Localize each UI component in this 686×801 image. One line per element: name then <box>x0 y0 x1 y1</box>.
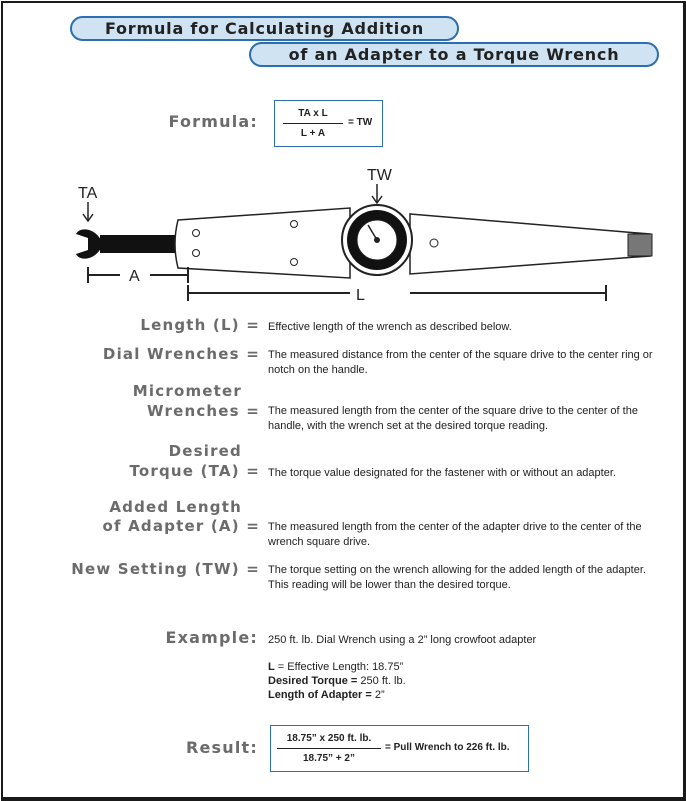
rivet <box>193 230 200 237</box>
definition-term-added-line1: Added Length <box>109 498 242 516</box>
result-answer: = Pull Wrench to 226 ft. lb. <box>385 742 510 753</box>
example-l-key: L <box>268 661 275 673</box>
example-adapter-length <box>268 689 385 701</box>
result-label: Result: <box>185 738 258 757</box>
result-numerator: 18.75” x 250 ft. lb. <box>286 733 372 744</box>
example-l-value: = Effective Length: 18.75” <box>274 661 404 673</box>
title-line-2: of an Adapter to a Torque Wrench <box>249 42 659 67</box>
definition-term-micrometer-line1: Micrometer <box>132 382 242 400</box>
handle-grip <box>628 234 652 256</box>
rivet <box>193 250 200 257</box>
example-torque-value: 250 ft. lb. <box>357 675 406 687</box>
torque-wrench-diagram <box>0 150 686 310</box>
definition-text-new-setting: The torque setting on the wrench allowing for the added length of the adapter. This reading will be lower than the desired torque. <box>268 564 646 591</box>
definition-term-length: Length (L) = <box>140 316 260 334</box>
rivet <box>291 259 298 266</box>
a-label: A <box>129 268 140 285</box>
formula-result: = TW <box>348 117 373 128</box>
definition-term-desired-line1: Desired <box>168 442 242 460</box>
definition-term-dial-wrenches: Dial Wrenches = <box>102 345 260 363</box>
result-fraction-bar <box>277 748 381 749</box>
definition-text-dial-wrenches: The measured distance from the center of the square drive to the center ring or notch on the handle. <box>268 349 653 376</box>
definition-text-micrometer: The measured length from the center of the square drive to the center of the handle, with the wrench set at the desired torque reading. <box>268 405 638 432</box>
formula-fraction-bar <box>283 123 343 124</box>
ta-label: TA <box>78 185 98 202</box>
definition-term-added-line2: of Adapter (A) = <box>102 517 260 535</box>
tw-label: TW <box>367 167 392 184</box>
rivet <box>430 239 438 247</box>
example-adapter-value: 2” <box>371 689 385 701</box>
example-label: Example: <box>165 628 258 647</box>
wrench-body <box>175 208 350 278</box>
rivet <box>291 221 298 228</box>
wrench-handle <box>410 214 650 274</box>
definition-text-added: The measured length from the center of the adapter drive to the center of the wrench square drive. <box>268 521 642 548</box>
example-text: 250 ft. lb. Dial Wrench using a 2” long crowfoot adapter <box>268 634 537 646</box>
definition-text-length: Effective length of the wrench as described below. <box>268 321 512 333</box>
adapter-bar <box>100 235 180 253</box>
result-box <box>270 725 529 772</box>
example-effective-length <box>268 661 403 673</box>
l-label: L <box>356 287 365 304</box>
formula-box <box>274 100 383 147</box>
crowfoot-adapter-head <box>76 229 102 258</box>
definition-term-micrometer-line2: Wrenches = <box>147 402 260 420</box>
dial-center <box>374 237 380 243</box>
formula-numerator: TA x L <box>298 108 328 119</box>
definition-term-desired-line2: Torque (TA) = <box>129 462 260 480</box>
formula-label: Formula: <box>168 112 258 131</box>
formula-denominator: L + A <box>300 128 326 139</box>
definition-text-desired: The torque value designated for the fastener with or without an adapter. <box>268 467 616 479</box>
title-line-1: Formula for Calculating Addition <box>70 16 459 41</box>
definition-term-new-setting: New Setting (TW) = <box>71 560 260 578</box>
example-torque-key: Desired Torque = <box>268 675 358 687</box>
example-desired-torque <box>268 675 406 687</box>
example-adapter-key: Length of Adapter = <box>268 689 372 701</box>
result-denominator: 18.75” + 2” <box>303 753 355 764</box>
